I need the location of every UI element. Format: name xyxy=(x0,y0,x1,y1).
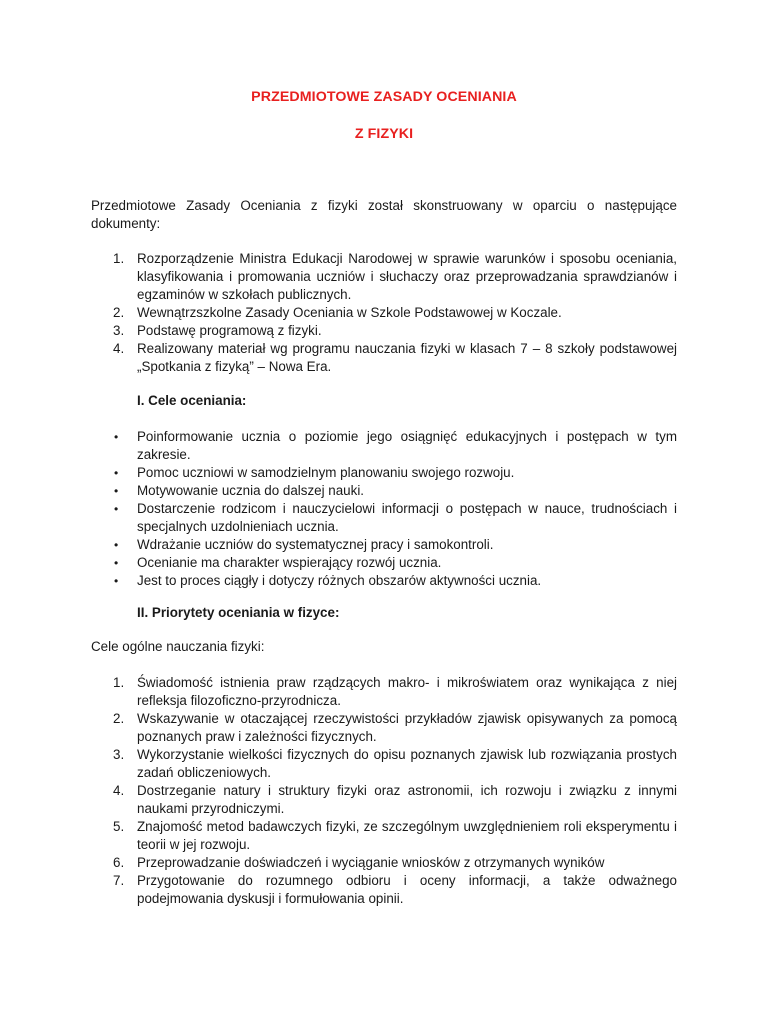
list-item xyxy=(113,554,677,572)
list-item-text: Wdrażanie uczniów do systematycznej pracy i samokontroli. xyxy=(137,537,494,552)
list-item xyxy=(113,818,677,854)
bullet-marker: • xyxy=(114,502,119,516)
list-item-text: Przygotowanie do rozumnego odbioru i oceny informacji, a także odważnego podejmowania dyskusji i formułowania opinii. xyxy=(137,873,677,906)
list-item-text: Podstawę programową z fizyki. xyxy=(137,323,322,338)
list-item-text: Jest to proces ciągły i dotyczy różnych obszarów aktywności ucznia. xyxy=(137,573,542,588)
list-item xyxy=(113,572,677,590)
section-heading-priorities: II. Priorytety oceniania w fizyce: xyxy=(137,605,340,620)
document-title: PRZEDMIOTOWE ZASADY OCENIANIA xyxy=(251,89,517,105)
goals-list xyxy=(113,428,677,590)
list-item-text: Przeprowadzanie doświadczeń i wyciąganie wniosków z otrzymanych wyników xyxy=(137,855,605,870)
bullet-marker: • xyxy=(114,466,119,480)
list-item xyxy=(113,482,677,500)
bullet-marker: • xyxy=(114,430,119,444)
list-item-text: Motywowanie ucznia do dalszej nauki. xyxy=(137,483,365,498)
list-item xyxy=(113,428,677,464)
list-item-text: Wykorzystanie wielkości fizycznych do opisu poznanych zjawisk lub rozwiązania prostych zadań obliczeniowych. xyxy=(137,747,677,780)
list-item-text: Rozporządzenie Ministra Edukacji Narodowej w sprawie warunków i sposobu oceniania, klasyfikowania i promowania uczniów i słuchaczy oraz przeprowadzania sprawdzianów i egzaminów w szkołach publicznych. xyxy=(137,251,677,302)
list-marker: 6. xyxy=(113,855,125,870)
list-item xyxy=(113,746,677,782)
list-item-text: Wskazywanie w otaczającej rzeczywistości przykładów zjawisk opisywanych za pomocą poznanych praw i zależności fizycznych. xyxy=(137,711,677,744)
list-item xyxy=(113,782,677,818)
list-item xyxy=(113,674,677,710)
document-subtitle: Z FIZYKI xyxy=(354,126,414,142)
list-item-text: Wewnątrzszkolne Zasady Oceniania w Szkole Podstawowej w Koczale. xyxy=(137,305,562,320)
list-marker: 1. xyxy=(113,251,125,266)
list-marker: 3. xyxy=(113,747,125,762)
general-goals-label: Cele ogólne nauczania fizyki: xyxy=(91,639,265,654)
list-item-text: Znajomość metod badawczych fizyki, ze szczególnym uwzględnieniem roli eksperymentu i teorii w jej rozwoju. xyxy=(137,819,677,852)
list-item xyxy=(113,854,677,872)
list-item xyxy=(113,464,677,482)
bullet-marker: • xyxy=(114,556,119,570)
list-item xyxy=(113,250,677,304)
general-goals-list xyxy=(113,674,677,908)
list-item-text: Poinformowanie ucznia o poziomie jego osiągnięć edukacyjnych i postępach w tym zakresie. xyxy=(137,429,677,462)
list-marker: 2. xyxy=(113,711,125,726)
list-item-text: Świadomość istnienia praw rządzących makro- i mikroświatem oraz wynikająca z niej refleksja filozoficzno-przyrodnicza. xyxy=(137,675,677,708)
list-marker: 3. xyxy=(113,323,125,338)
intro-paragraph: Przedmiotowe Zasady Oceniania z fizyki został skonstruowany w oparciu o następujące dokumenty: xyxy=(91,198,677,231)
list-item-text: Dostrzeganie natury i struktury fizyki oraz astronomii, ich rozwoju i związku z innymi naukami przyrodniczymi. xyxy=(137,783,677,816)
documents-list xyxy=(113,250,677,376)
list-item xyxy=(113,872,677,908)
list-marker: 4. xyxy=(113,341,125,356)
list-item xyxy=(113,710,677,746)
bullet-marker: • xyxy=(114,484,119,498)
list-item xyxy=(113,304,677,322)
list-item xyxy=(113,500,677,536)
list-marker: 4. xyxy=(113,783,125,798)
list-marker: 2. xyxy=(113,305,125,320)
list-marker: 7. xyxy=(113,873,125,888)
section-heading-goals: I. Cele oceniania: xyxy=(137,393,247,408)
list-item-text: Dostarczenie rodzicom i nauczycielowi informacji o postępach w nauce, trudnościach i specjalnych uzdolnieniach ucznia. xyxy=(137,501,677,534)
list-marker: 1. xyxy=(113,675,125,690)
list-item xyxy=(113,340,677,376)
bullet-marker: • xyxy=(114,574,119,588)
list-marker: 5. xyxy=(113,819,125,834)
list-item-text: Pomoc uczniowi w samodzielnym planowaniu swojego rozwoju. xyxy=(137,465,515,480)
list-item xyxy=(113,322,677,340)
bullet-marker: • xyxy=(114,538,119,552)
list-item-text: Realizowany materiał wg programu nauczania fizyki w klasach 7 – 8 szkoły podstawowej „Spotkania z fizyką” – Nowa Era. xyxy=(137,341,677,374)
list-item-text: Ocenianie ma charakter wspierający rozwój ucznia. xyxy=(137,555,442,570)
list-item xyxy=(113,536,677,554)
